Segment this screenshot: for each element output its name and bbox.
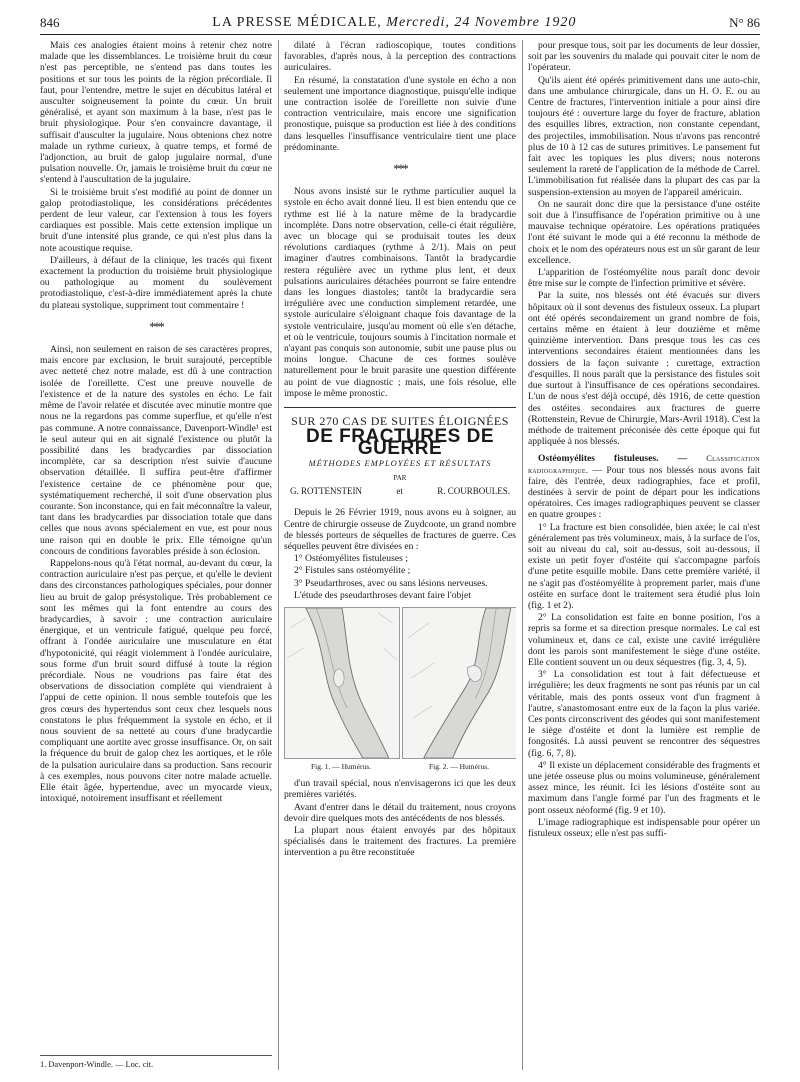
list-item: 1° Ostéomyélites fistuleuses ; — [294, 553, 408, 565]
column-rule — [522, 40, 523, 1070]
section-separator: *** — [149, 318, 163, 334]
section-separator: *** — [393, 161, 407, 177]
author: G. ROTTENSTEIN — [290, 486, 362, 497]
issue-date: Mercredi, 24 Novembre 1920 — [386, 15, 577, 30]
page-header — [40, 12, 760, 35]
author-conjunction: et — [396, 486, 403, 497]
author: R. COURBOULES. — [437, 486, 510, 497]
page-body — [40, 40, 760, 1070]
list-item: 3° Pseudarthroses, avec ou sans lésions nerveuses. — [294, 577, 488, 589]
list-item: 2° Fistules sans ostéomyélite ; — [294, 565, 411, 577]
paragraph: Ainsi, non seulement en raison de ses caractères propres, mais encore par exclusion, le bruit surajouté, perceptible avec netteté chez notre malade, est dû à une contraction isolée de l'oreillette. C'est une preuve nouvelle de l'existence et de la nature des systoles en écho. Le fait même de l'avoir relatée et discutée avec minutie montre que nous ne la regardons pas comme superflue, et qu'elle n'est pas commune. A notre connaissance, Davenport-Windle¹ est le seul auteur qui en ait signalé l'existence ou plutôt la possibilité dans les bradycardies par dissociation incomplète, car sa description n'est suivie d'aucune observation détaillée. Il suffira peut-être d'affirmer l'existence certaine de ce phénomène pour que, systématiquement recherché, il soit d'une observation plus courante. Son inconstance, qui en fait méconnaître la valeur, tant dans les bradycardies par dissociation totale que dans celles que nous avons spécialement en vue, est pour nous une raison qui en double le prix. Elle témoigne qu'un concours de conditions favorables préside à son éclosion. — [40, 344, 272, 557]
article-authors — [290, 486, 510, 497]
figure-caption: Fig. 2. — Humérus. — [429, 761, 489, 771]
paragraph: pour presque tous, soit par les documents de leur dossier, soit par les souvenirs du malade qui pouvait citer le nom de l'opérateur. — [528, 40, 760, 74]
article-heading — [284, 407, 516, 497]
paragraph: Par la suite, nos blessés ont été évacués sur divers hôpitaux où il sont devenus des fistuleux osseux. La plupart ont été opérés secondairement un grand nombre de fois, certains même en étaient à leur douzième et même quinzième intervention. Dans presque tous les cas ces interventions secondaires étaient mentionnées dans les dossiers de la façon suivante : curettage, extraction d'esquilles. Il nous paraît que la persistance des fistules soit due surtout à l'insuffisance de ces opérations secondaires. L'un de nous s'est déjà occupé, dès 1916, de cette question des ostéites secondaires aux fractures de guerre (Rottenstein, Revue de Chirurgie, Mars-Avril 1918). C'est la méthode de traitement préconisée dès cette époque qui fut appliquée à nos blessés. — [528, 290, 760, 448]
journal-name: LA PRESSE MÉDICALE — [212, 15, 378, 30]
figure-caption: Fig. 1. — Humérus. — [311, 761, 371, 771]
paragraph: Si le troisième bruit s'est modifié au point de donner un galop protodiastolique, les considérations précédentes perdent de leur valeur, car l'extension à tous les foyers cardiaques est possible. Mais cette extension implique un bruit d'une intensité plus grande, ce qui n'est plus dans la note acoustique requise. — [40, 186, 272, 254]
article-par: PAR — [393, 473, 407, 482]
paragraph: Depuis le 26 Février 1919, nous avons eu à soigner, au Centre de chirurgie osseuse de Zuydcoote, un grand nombre de blessés porteurs de séquelles de fractures de guerre. Ces séquelles peuvent être divisées en : — [284, 507, 516, 552]
paragraph: Mais ces analogies étaient moins à retenir chez notre malade que les dissemblances. Le troisième bruit du cœur n'est pas perceptible, ne s'entend pas dans toutes les positions et sur tous les points de la région précordiale. Il faut, pour l'entendre, mettre le sujet en décubitus latéral et ausculter soigneusement la pointe du cœur. Un bruit généralisé, et ayant son maximum à la base, n'est pas le bruit physiologique. Pour s'en convaincre davantage, il suffisait d'ausculter la jugulaire. Nous obtenions chez notre malade un rythme curieux, à quatre temps, et formé de l'adjonction, au bruit de galop jugulaire normal, d'une pulsation nouvelle. Or, jamais le troisième bruit du cœur ne s'entend à l'auscultation de la jugulaire. — [40, 40, 272, 186]
paragraph: 2° La consolidation est faite en bonne position, l'os a repris sa forme et sa direction presque normales. Le cal est volumineux et, dans ce cal, existe une cavité irrégulière dont les parois sont manifestement le siège d'une ostéite. Elle contient souvent un ou deux séquestres (fig. 3, 4, 5). — [528, 612, 760, 668]
paragraph: L'image radiographique est indispensable pour opérer un fistuleux osseux; elle n'est pas suffi- — [528, 816, 760, 840]
figures — [284, 607, 516, 772]
column-2 — [284, 40, 516, 1070]
column-rule — [278, 40, 279, 1070]
paragraph: Nous avons insisté sur le rythme particulier auquel la systole en écho avait donné lieu. Il est bien entendu que ce rythme est lié à la nature même de la bradycardie incomplète. Dans notre observation, celle-ci était régulière, avec un blocage qui se produisait toutes les deux révolutions cardiaques (rythme à 2/1). Mais on peut imaginer d'autres combinaisons. Tantôt la bradycardie restera régulière avec un rythme plus lent, et deux pulsations auriculaires détachées pourront se faire entendre dans les longues diastoles; tantôt la bradycardie sera irrégulière avec une conduction simplement retardée, une systole auriculaire s'éloignant chaque fois davantage de la systole ventriculaire, jusqu'au moment où elle s'en détache, et où le ventricule, toujours soumis à l'incitation normale et n'ayant pas conquis son autonomie, subit une pause plus ou moins longue. Chacune de ces formes soulève naturellement pour le bruit parasite une question différente au point de vue diagnostic ; mais, une fois résolue, elle impose le même pronostic. — [284, 186, 516, 399]
paragraph: L'étude des pseudarthroses devant faire l'objet — [294, 589, 471, 601]
column-3 — [528, 40, 760, 1070]
journal-title: LA PRESSE MÉDICALE, Mercredi, 24 Novembre 1920 — [212, 15, 577, 30]
section-subtitle: Classification radiographique. — [528, 454, 760, 475]
section-title: Ostéomyélites fistuleuses. — — [538, 453, 688, 465]
article-subtitle: MÉTHODES EMPLOYÉES ET RÉSULTATS — [308, 457, 492, 468]
paragraph: d'un travail spécial, nous n'envisagerons ici que les deux premières variétés. — [284, 778, 516, 801]
figure-1 — [284, 607, 398, 772]
column-1 — [40, 40, 272, 1070]
xray-humerus-image — [284, 607, 400, 759]
paragraph: Rappelons-nous qu'à l'état normal, au-devant du cœur, la contraction auriculaire n'est pas perçue, et qu'elle le devient dans des circonstances pathologiques spéciales, pour donner lieu au bruit de galop présystolique. Très probablement ce sont les mêmes qui la font entendre au cours des bradycardies, à savoir : une contraction auriculaire énergique, et un ventricule fatigué, quelque peu forcé, offrant à l'ondée auriculaire une musculature en état d'hypotonicité, qui réagit violemment à l'ondée auriculaire, sous forme d'un bruit sourd diffusé à toute la région précordiale. Nous ne voudrions pas faire état des observations de dissociation complète qui viendraient à l'appui de cette opinion. Il nous semble toutefois que les gros cœurs des hypertendus sont ceux chez lesquels nous constatons le plus fréquemment la systole en écho, et il nous souvient de sa netteté au cours d'une bradycardie compliquant une aortite avec grosse insuffisance. Or, on sait la fréquence du bruit de galop chez les aortiques, et le rôle de la pulsation auriculaire dans sa production. Sans recourir à ces exemples, nous pouvons citer notre malade actuelle. Elle était âgée, hypertendue, avec un myocarde vieux, intoxiqué, notoirement insuffisant et réellement — [40, 557, 272, 805]
paragraph: dilaté à l'écran radioscopique, toutes conditions favorables, d'après nous, à la perception des contractions auriculaires. — [284, 40, 516, 74]
paragraph: En résumé, la constatation d'une systole en écho a non seulement une importance diagnostique, puisqu'elle indique une contraction isolée de l'oreillette non suivie d'une contraction ventriculaire, mais encore une signification pronostique, puisque sa production est liée à des conditions dans lesquelles l'insuffisance ventriculaire tient une place prédominante. — [284, 74, 516, 153]
paragraph: 1° La fracture est bien consolidée, bien axée; le cal n'est généralement pas très volumineux, mais, à la surface de l'os, soit au niveau du cal, soit au-dessus, soit au-dessous, il existe un petit foyer d'ostéite qui s'accompagne parfois d'une petite esquille mobile. Dans cette première variété, il ne s'agit pas d'ostéomyélite à proprement parler, mais d'une ostéite en surface dont le traitement sera étudié plus loin (fig. 1 et 2). — [528, 521, 760, 611]
section-paragraph — [528, 453, 760, 520]
paragraph: 3° La consolidation est tout à fait défectueuse et irrégulière; les deux fragments ne sont pas réunis par un cal véritable, mais des ponts osseux vont d'un fragment à l'autre, s'anastomosant entre eux de la façon la plus variée. Ces ponts circonscrivent des géodes qui sont manifestement le siège d'ostéite et dont la lumière est remplie de fongosités. Là aussi peuvent se rencontrer des séquestres (fig. 6, 7, 8). — [528, 669, 760, 759]
paragraph: Qu'ils aient été opérés primitivement dans une auto-chir, dans une ambulance chirurgicale, dans un H. O. E. ou au Centre de fractures, l'intervention initiale a pour ainsi dire toujours été : ouverture large du foyer de fracture, ablation des esquilles libres, extraction, non constante cependant, des projectiles, immobilisation. Nous n'avons pas rencontré plus de 10 à 12 cas de sutures primitives. Le pansement fut fait avec les topiques les plus divers; nous noterons seulement la rareté de l'application de la méthode de Carrel. L'immobilisation fut réalisée dans la plupart des cas par la suspension-extension au moyen de l'appareil américain. — [528, 74, 760, 198]
xray-humerus-image — [402, 607, 516, 759]
figure-2 — [402, 607, 516, 772]
section-text: — Pour tous nos blessés nous avons fait faire, dès l'entrée, deux radiographies, face et profil, destinées à servir de point de départ pour les indications opératoires. Ces images radiographiques peuvent se classer en quatre groupes : — [528, 464, 760, 521]
footnote: 1. Davenport-Windle. — Loc. cit. — [40, 1055, 272, 1070]
article-title: DE FRACTURES DE GUERRE — [305, 426, 494, 459]
paragraph: Avant d'entrer dans le détail du traitement, nous croyons devoir dire quelques mots des antécédents de nos blessés. — [284, 801, 516, 824]
paragraph: D'ailleurs, à défaut de la clinique, les tracés qui fixent exactement la production du troisième bruit physiologique ou pathologique au moment du soulèvement protodiastolique, c'est-à-dire immédiatement après la chute du plateau systolique, suppriment tout commentaire ! — [40, 254, 272, 311]
paragraph: La plupart nous étaient envoyés par des hôpitaux spécialisés dans le traitement des fractures. La première intervention a pu être reconstituée — [284, 824, 516, 859]
article-kicker: SUR 270 CAS DE SUITES ÉLOIGNÉES — [291, 414, 509, 429]
page-number: 846 — [40, 15, 60, 30]
paragraph: 4° Il existe un déplacement considérable des fragments et une jetée osseuse plus ou moins volumineuse, généralement assez mince, les réunit. Ici les lésions d'ostéite sont au maximum dans l'angle formé par l'un des fragments et le pont osseux néoformé (fig. 9 et 10). — [528, 759, 760, 816]
paragraph: On ne saurait donc dire que la persistance d'une ostéite soit due à l'insuffisance de l'opération primitive ou à une mauvaise technique opératoire. Les opérations pratiquées l'ont été suivant le mode qui a été reconnu la méthode de choix et le nom des opérateurs nous est un sûr garant de leur excellence. — [528, 198, 760, 266]
paragraph: L'apparition de l'ostéomyélite nous paraît donc devoir être mise sur le compte de l'infection primitive et sévère. — [528, 267, 760, 290]
issue-number: N° 86 — [729, 15, 760, 30]
